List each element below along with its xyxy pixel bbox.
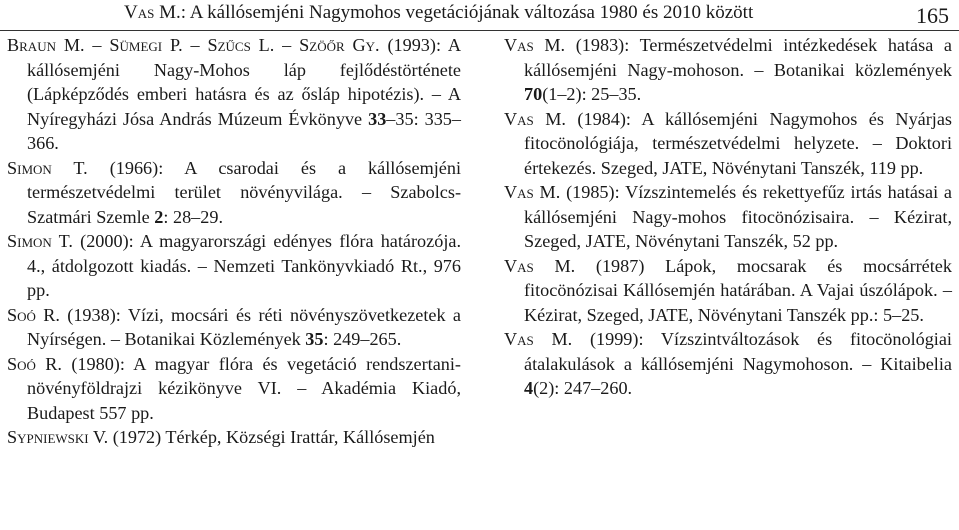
- reference-entry: [504, 107, 952, 181]
- reference-text: (1999): Vízszintváltozások és fitocönológiai átalakulások a kállósemjéni Nagymohoson. – Kitaibelia: [524, 329, 952, 374]
- running-header: [0, 0, 959, 32]
- reference-volume: 2: [154, 206, 164, 227]
- reference-pages: (2): 247–260.: [533, 378, 633, 398]
- reference-author: Soó R.: [7, 304, 60, 325]
- reference-entry: [504, 327, 952, 401]
- reference-volume: 70: [524, 84, 543, 104]
- reference-volume: 35: [305, 329, 324, 349]
- reference-text: (1980): A magyar flóra és vegetáció rendszertani-növényföldrajzi kézikönyve VI. – Akadémia Kiadó, Budapest 557 pp.: [27, 353, 461, 423]
- page-number: 165: [916, 3, 949, 28]
- reference-text: (1984): A kállósemjéni Nagymohos és Nyárjas fitocönológiája, természetvédelmi helyzete. – Doktori értekezés. Szeged, JATE, Növénytani Tanszék, 119 pp.: [524, 108, 952, 178]
- reference-text: (1993): A kállósemjéni Nagy-Mohos láp fejlődéstörténete (Lápképződés emberi hatásra és az ősláp hipotézis). – A Nyíregyházi Jósa András Múzeum Évkönyve: [27, 35, 462, 129]
- reference-author: Vas M.: [504, 108, 566, 129]
- running-head: [124, 2, 753, 24]
- reference-author: Sypniewski V.: [7, 427, 109, 447]
- reference-entry: [7, 352, 461, 426]
- reference-text: (1938): Vízi, mocsári és réti növényszövetkezetek a Nyírségen. – Botanikai Közlemények: [27, 304, 461, 349]
- reference-author: Vas M.: [504, 329, 573, 349]
- reference-entry: [504, 33, 952, 107]
- reference-pages: : 28–29.: [163, 206, 223, 227]
- reference-entry: [7, 229, 461, 303]
- reference-entry: [7, 156, 461, 230]
- reference-text: (1985): Vízszintemelés és rekettyefűz irtás hatásai a kállósemjéni Nagy-mohos fitocönózisaira. – Kézirat, Szeged, JATE, Növénytani Tanszék, 52 pp.: [524, 182, 952, 251]
- right-column-references: [504, 33, 952, 401]
- reference-entry: [7, 33, 461, 156]
- reference-author: Braun M. – Sümegi P. – Szűcs L. – Szöőr Gy.: [7, 35, 380, 55]
- reference-entry: [7, 425, 461, 450]
- reference-pages: (1–2): 25–35.: [542, 84, 642, 104]
- reference-author: Simon T.: [7, 157, 88, 178]
- reference-pages: –35: 335–366.: [27, 108, 461, 153]
- reference-author: Vas M.: [504, 182, 561, 202]
- reference-text: (1987) Lápok, mocsarak és mocsárrétek fitocönózisai Kállósemjén határában. A Vajai úszólápok. – Kézirat, Szeged, JATE, Növénytani Tanszék pp.: 5–25.: [524, 255, 952, 325]
- reference-text: (1983): Természetvédelmi intézkedések hatása a kállósemjéni Nagy-mohoson. – Botanikai közlemények: [524, 35, 952, 80]
- reference-text: (1972) Térkép, Községi Irattár, Kállósemjén: [108, 427, 435, 447]
- left-column-references: [7, 33, 461, 450]
- reference-author: Soó R.: [7, 353, 62, 374]
- running-head-title: : A kállósemjéni Nagymohos vegetációjának változása 1980 és 2010 között: [180, 2, 754, 23]
- reference-text: (2000): A magyarországi edényes flóra határozója. 4., átdolgozott kiadás. – Nemzeti Tankönyvkiadó Rt., 976 pp.: [27, 231, 461, 300]
- reference-entry: [7, 303, 461, 352]
- reference-entry: [504, 180, 952, 254]
- running-head-author: Vas M.: [124, 2, 181, 23]
- reference-author: Vas M.: [504, 255, 576, 276]
- reference-volume: 33: [368, 108, 387, 129]
- reference-author: Vas M.: [504, 35, 566, 55]
- header-rule: [0, 30, 959, 31]
- reference-author: Simon T.: [7, 231, 73, 251]
- reference-text: (1966): A csarodai és a kállósemjéni természetvédelmi terület növényvilága. – Szabolcs-Szatmári Szemle: [27, 157, 461, 227]
- reference-pages: : 249–265.: [323, 329, 402, 349]
- reference-entry: [504, 254, 952, 328]
- reference-volume: 4: [524, 378, 534, 398]
